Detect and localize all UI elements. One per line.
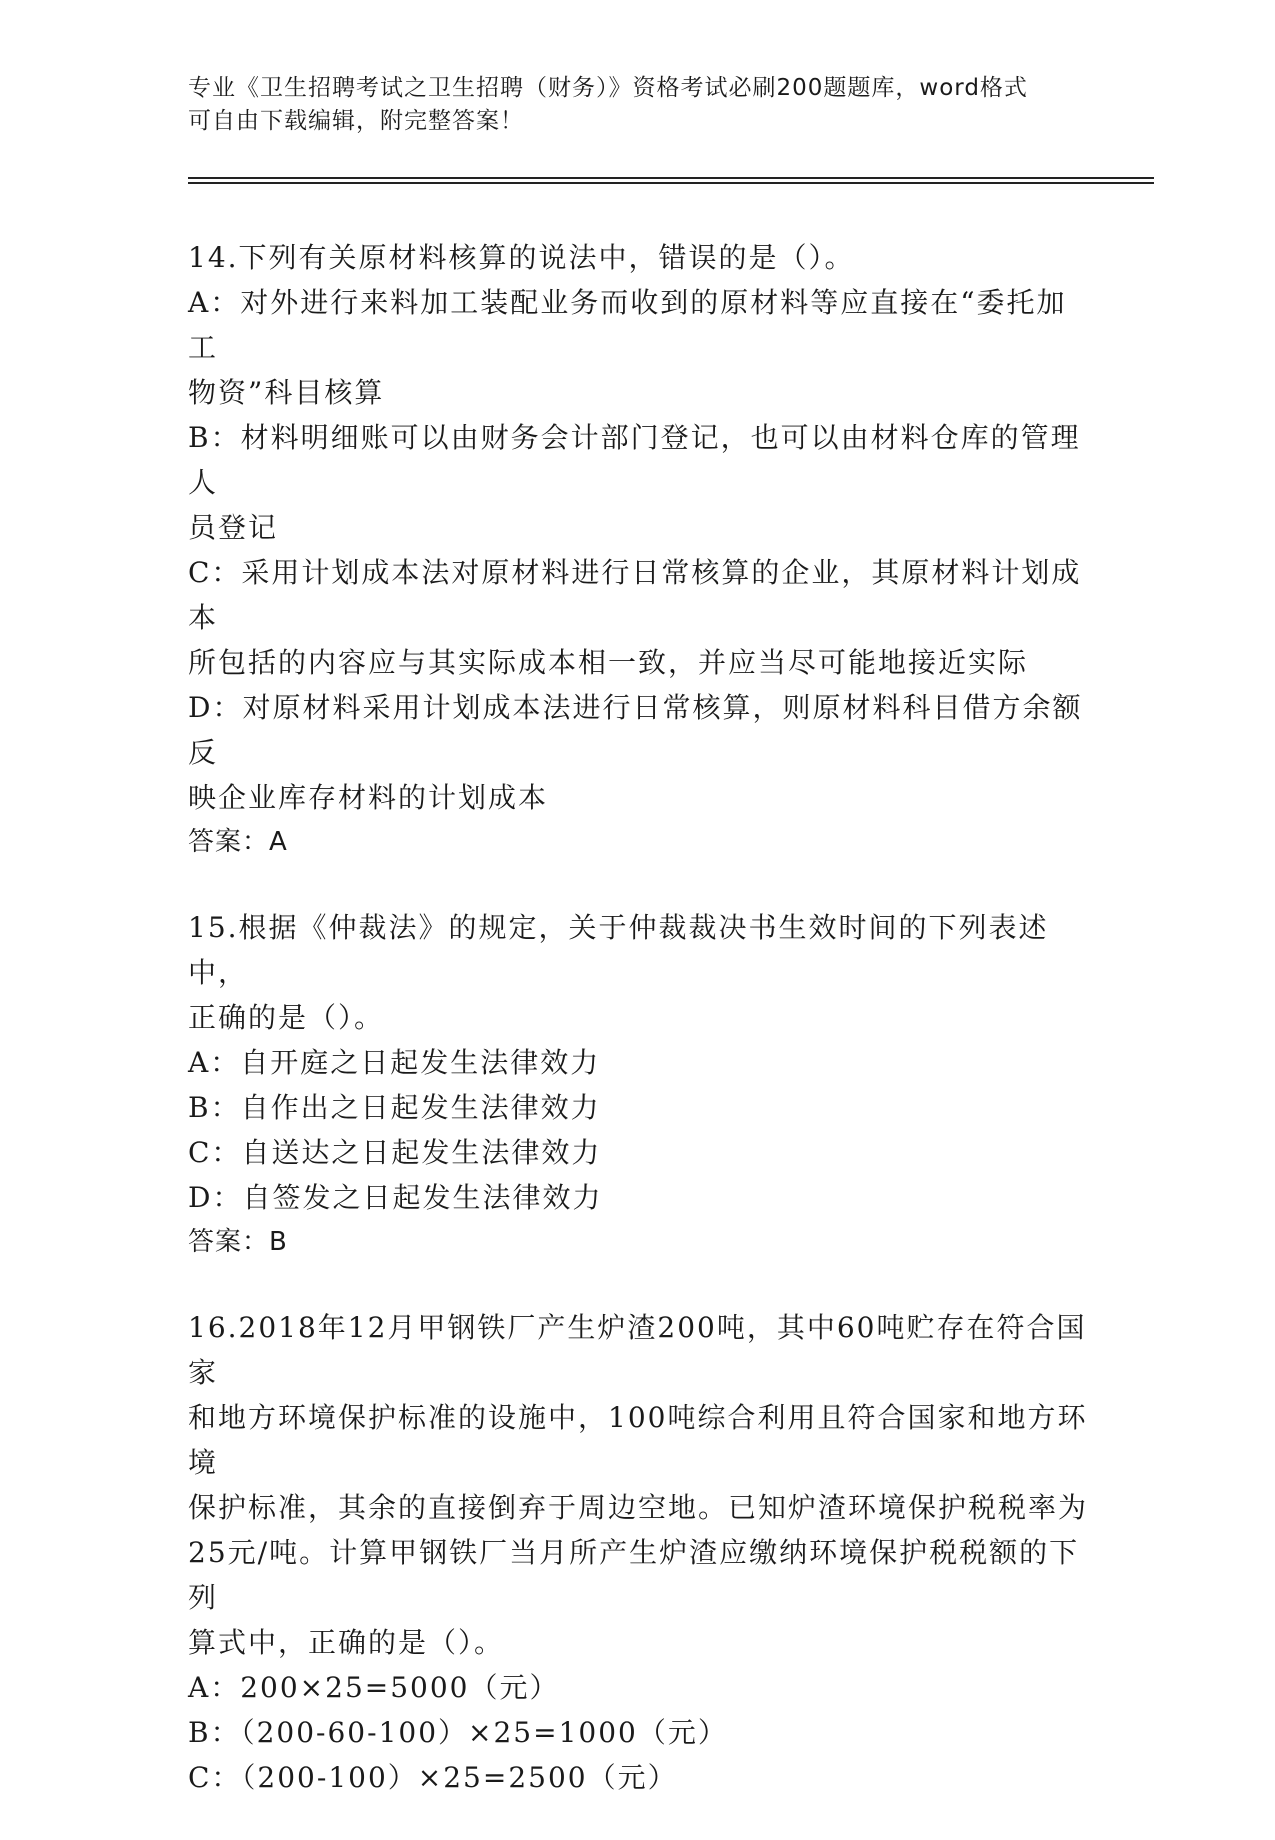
answer-label: 答案：B [188, 1227, 288, 1257]
option-c: C：采用计划成本法对原材料进行日常核算的企业，其原材料计划成本 [188, 556, 1082, 634]
option-d: D：自签发之日起发生法律效力 [188, 1181, 603, 1214]
question-16 [188, 1305, 1088, 1800]
option-b-cont: 员登记 [188, 511, 279, 544]
header-divider [188, 182, 1154, 184]
option-c-cont: 所包括的内容应与其实际成本相一致，并应当尽可能地接近实际 [188, 646, 1029, 679]
option-b: B：（200-60-100）×25=1000（元） [188, 1716, 728, 1749]
header-divider [188, 177, 1154, 179]
header-line: 专业《卫生招聘考试之卫生招聘（财务）》资格考试必刷200题题库，word格式 [188, 75, 1028, 101]
question-15 [188, 905, 1088, 1265]
option-a-cont: 物资”科目核算 [188, 376, 385, 409]
document-header [188, 72, 1088, 138]
option-d: D：对原材料采用计划成本法进行日常核算，则原材料科目借方余额反 [188, 691, 1083, 769]
question-stem: 14.下列有关原材料核算的说法中，错误的是（）。 [188, 241, 855, 274]
option-b: B：自作出之日起发生法律效力 [188, 1091, 601, 1124]
header-line: 可自由下载编辑，附完整答案！ [188, 108, 524, 134]
question-stem: 16.2018年12月甲钢铁厂产生炉渣200吨，其中60吨贮存在符合国家 [188, 1311, 1087, 1389]
option-c: C：自送达之日起发生法律效力 [188, 1136, 602, 1169]
option-b: B：材料明细账可以由财务会计部门登记，也可以由材料仓库的管理人 [188, 421, 1081, 499]
option-d-cont: 映企业库存材料的计划成本 [188, 781, 549, 814]
answer-label: 答案：A [188, 827, 288, 857]
option-a: A：200×25=5000（元） [188, 1671, 560, 1704]
question-stem-cont: 正确的是（）。 [188, 1001, 385, 1034]
question-stem: 15.根据《仲裁法》的规定，关于仲裁裁决书生效时间的下列表述中， [188, 911, 1049, 989]
question-stem-cont: 25元/吨。计算甲钢铁厂当月所产生炉渣应缴纳环境保护税税额的下列 [188, 1536, 1080, 1614]
option-a: A：对外进行来料加工装配业务而收到的原材料等应直接在“委托加工 [188, 286, 1067, 364]
question-14 [188, 235, 1088, 865]
question-stem-cont: 保护标准，其余的直接倒弃于周边空地。已知炉渣环境保护税税率为 [188, 1491, 1089, 1524]
option-c: C：（200-100）×25=2500（元） [188, 1761, 678, 1794]
question-stem-cont: 和地方环境保护标准的设施中，100吨综合利用且符合国家和地方环境 [188, 1401, 1088, 1479]
question-list [188, 235, 1088, 1840]
question-stem-cont: 算式中，正确的是（）。 [188, 1626, 505, 1659]
option-a: A：自开庭之日起发生法律效力 [188, 1046, 601, 1079]
